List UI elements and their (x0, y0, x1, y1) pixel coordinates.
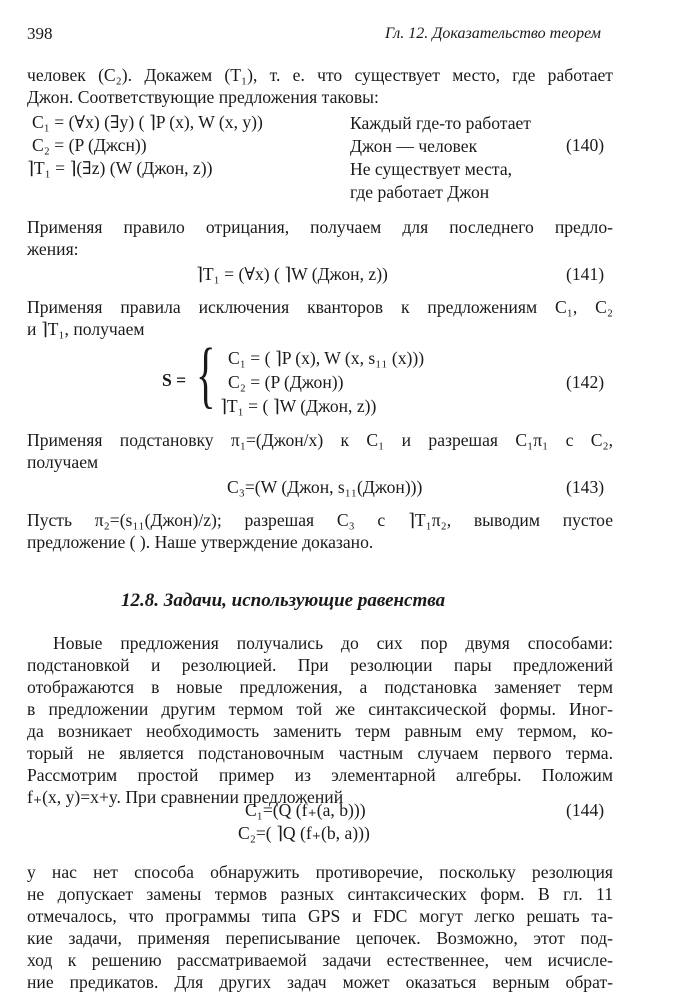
text-line: ход к решению рассматриваемой задачи естественнее, чем исчисле- (27, 950, 613, 970)
formula-not-t1: ⌉T₁ = ⌉(∃z) (W (Джон, z)) (27, 158, 213, 178)
formula-comment: Каждый где-то работает (350, 113, 531, 133)
text-line: человек (C₂). Докажем (T₁), т. е. что существует место, где работает (27, 65, 613, 85)
text-line: и ⌉T₁, получаем (27, 319, 145, 339)
running-title: Гл. 12. Доказательство теорем (385, 25, 601, 42)
text-line: в предложении другим термом той же синтаксической формы. Иног- (27, 699, 613, 719)
system-line: C₂ = (P (Джон)) (228, 372, 344, 392)
section-title: 12.8. Задачи, использующие равенства (121, 590, 446, 611)
text-line: получаем (27, 452, 99, 472)
text-line: Применяя правило отрицания, получаем для последнего предло- (27, 217, 613, 237)
text-line: торый не является подстановочным частным случаем первого терма. (27, 743, 613, 763)
text-line: кие задачи, применяя переписывание цепочек. Возможно, этот под- (27, 928, 613, 948)
text-line: у нас нет способа обнаружить противоречие, поскольку резолюция (27, 862, 613, 882)
curly-brace-icon: { (196, 334, 216, 416)
text-line: Джон. Соответствующие предложения таковы: (27, 87, 379, 107)
text-line: жения: (27, 239, 79, 259)
text-line: Применяя правила исключения кванторов к предложениям C₁, C₂ (27, 297, 613, 317)
text-line: f₊(x, y)=x+y. При сравнении предложений (27, 787, 344, 807)
system-line: C₁ = ( ⌉P (x), W (x, s₁₁ (x))) (228, 348, 425, 368)
text-line: Рассмотрим простой пример из элементарной алгебры. Положим (27, 765, 613, 785)
equation-141: ⌉T₁ = (∀x) ( ⌉W (Джон, z)) (196, 264, 388, 284)
equation-number: (142) (566, 372, 605, 392)
equation-number: (140) (566, 135, 605, 155)
formula-comment: Джон — человек (350, 136, 478, 156)
equation-144-line: C₁=(Q (f₊(a, b))) (245, 800, 366, 820)
formula-comment: где работает Джон (350, 182, 490, 202)
text-line: предложение ( ). Наше утверждение доказано. (27, 532, 374, 552)
formula-c2: C₂ = (P (Джсн)) (32, 135, 147, 155)
formula-comment: Не существует места, (350, 159, 513, 179)
formula-c1: C₁ = (∀x) (∃y) ( ⌉P (x), W (x, y)) (32, 112, 263, 132)
text-line: да возникает необходимость заменить терм равным ему термом, ко- (27, 721, 613, 741)
text-line: ние предикатов. Для других задач может оказаться верным обрат- (27, 972, 613, 992)
text-line: Новые предложения получались до сих пор двумя способами: (53, 633, 613, 653)
text-line: отображаются в новые предложения, а подстановка заменяет терм (27, 677, 613, 697)
equation-144-line: C₂=( ⌉Q (f₊(b, a))) (238, 823, 370, 843)
system-lhs: S = (162, 370, 187, 390)
equation-143: C₃=(W (Джон, s₁₁(Джон))) (227, 477, 423, 497)
equation-number: (143) (566, 477, 605, 497)
text-line: подстановкой и резолюцией. При резолюции пары предложений (27, 655, 613, 675)
text-line: отмечалось, что программы типа GPS и FDC могут легко решать та- (27, 906, 613, 926)
text-line: Применяя подстановку π₁=(Джон/x) к C₁ и разрешая C₁π₁ с C₂, (27, 430, 613, 450)
equation-number: (144) (566, 800, 605, 820)
system-line: ⌉T₁ = ( ⌉W (Джон, z)) (220, 396, 377, 416)
text-line: Пусть π₂=(s₁₁(Джон)/z); разрешая C₃ с ⌉T₁π₂, выводим пустое (27, 510, 613, 530)
page-number: 398 (27, 24, 53, 43)
text-line: не допускает замены термов разных синтаксических форм. В гл. 11 (27, 884, 613, 904)
equation-number: (141) (566, 264, 605, 284)
